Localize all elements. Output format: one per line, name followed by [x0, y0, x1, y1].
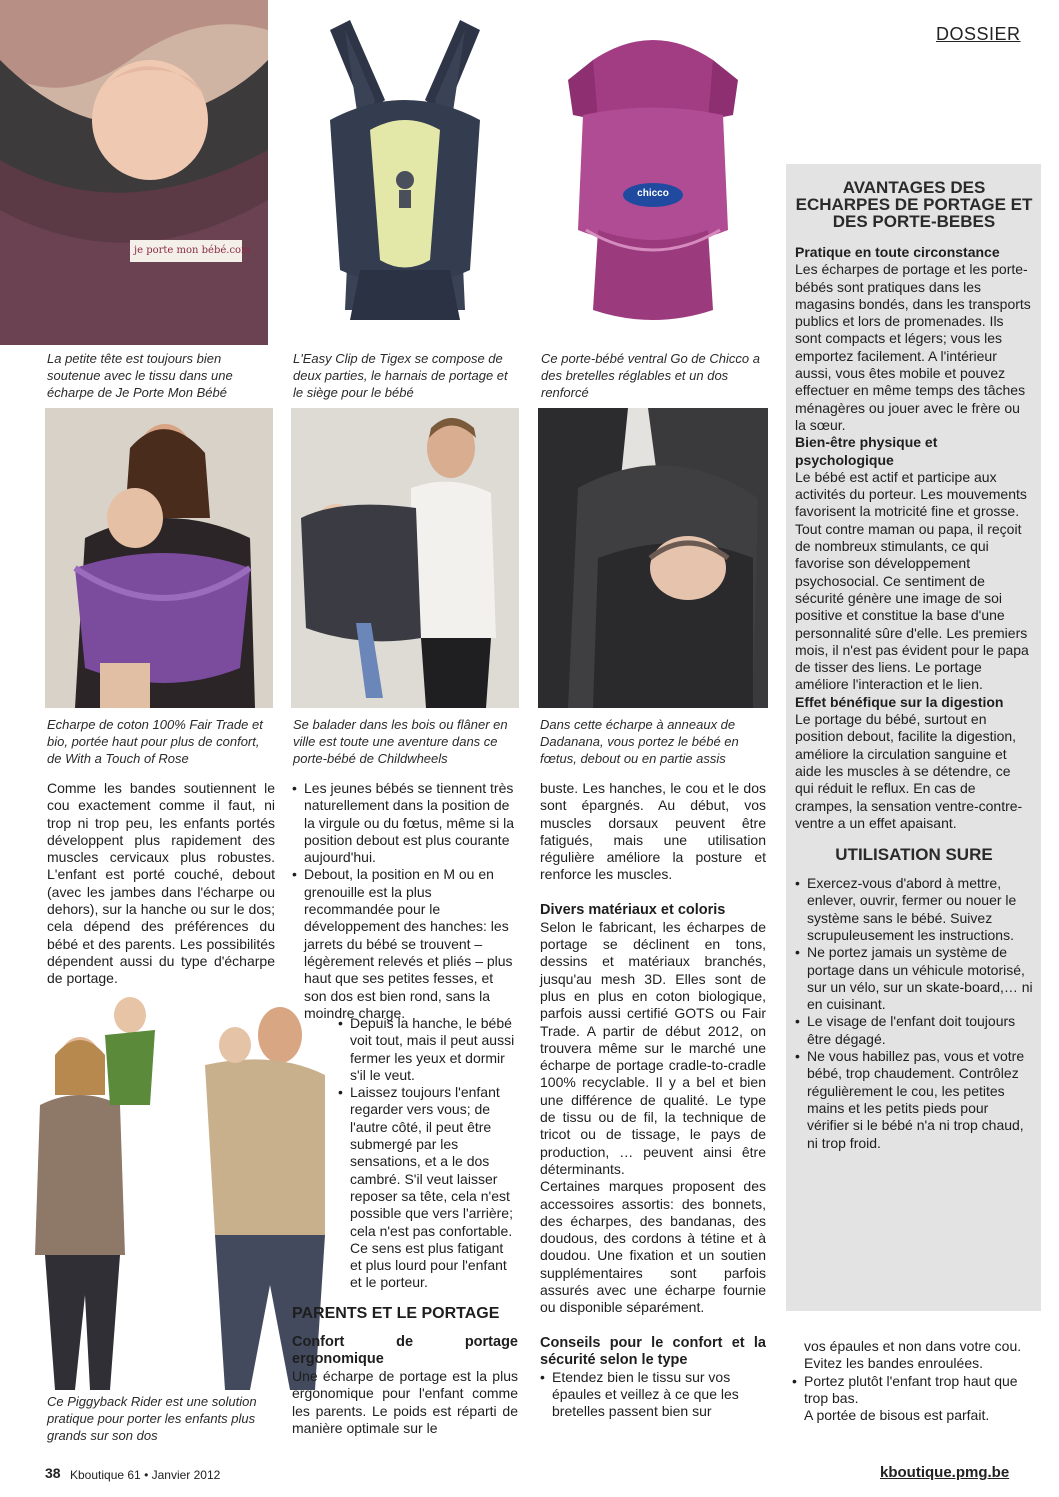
caption-chicco: Ce porte-bébé ventral Go de Chicco a des bretelles réglables et un dos renforcé — [541, 351, 760, 400]
bullet-item: • Les jeunes bébés se tiennent très naturellement dans la position de la virgule ou du fœtus, même si la position debout est plus courante aujourd'hui. — [292, 780, 518, 866]
article-column-1 — [47, 780, 275, 988]
wrap-photo-illustration — [0, 0, 268, 345]
sidebar-bullet: • Ne vous habillez pas, vous et votre bébé, trop chaudement. Contrôlez régulièrement le cou, les petites mains et les petits pieds pour vérifier si le bébé n'a ni trop chaud, ni trop froid. — [795, 1048, 1033, 1152]
bullet-item: • Debout, la position en M ou en grenouille est la plus recommandée pour le développement des hanches: les jarrets du bébé se trouvent – légèrement relevés et pliés – plus haut que ses petites fesses, et son dos est bien rond, sans la moindre charge. — [292, 866, 518, 1022]
heading-confort: Confort de portage ergonomique — [292, 1334, 518, 1367]
sidebar-heading: Pratique en toute circonstance — [795, 244, 1000, 260]
sidebar-title-2: UTILISATION SURE — [835, 845, 993, 865]
caption-childwheels: Se balader dans les bois ou flâner en ville est toute une aventure dans ce porte-bébé de Childwheels — [293, 717, 508, 766]
heading-parents: PARENTS ET LE PORTAGE — [292, 1305, 500, 1322]
wrap-brand-label: je porte mon bébé.com — [134, 245, 251, 256]
paragraph: Certaines marques proposent des accessoires assortis: des bonnets, des écharpes, des bandanas, des doudous, des cordons à tétine et à doudou. Une fixation et un soutien supplémentaires sont parfois assurés avec une écharpe fournie ou disponible séparément. — [540, 1178, 766, 1316]
paragraph: buste. Les hanches, le cou et le dos sont épargnés. Au début, vos muscles dorsaux peuvent être fatigués, mais une utilisation régulière améliore la posture et renforce les muscles. — [540, 780, 766, 883]
article-column-2-wrap — [338, 1015, 518, 1292]
photo-easy-clip — [290, 0, 520, 345]
sidebar-paragraph: Les écharpes de portage et les porte-bébés sont pratiques dans les magasins bondés, dans les transports publics et lors de promenades. Ils sont compacts et légers; vous les emportez facilement. A l'intérieur aussi, vous êtes mobile et pouvez effectuer en même temps des tâches ménagères ou jouer avec le frère ou la sœur. — [795, 261, 1031, 433]
heading-conseils: Conseils pour le confort et la sécurité selon le type — [540, 1334, 766, 1368]
paragraph: Selon le fabricant, les écharpes de portage se déclinent en tons, dessins et matériaux branchés, jusqu'au mesh 3D. Elles sont de plus en plus en coton biologique, parfois aussi certifié GOTS ou Fair Trade. A partir de début 2012, on trouvera même sur le marché une écharpe de portage cradle-to-cradle 100% recyclable. Il y a bel et bien une différence de qualité. Le type de tissu ou de fil, la technique de tricot ou de tissage, le pays de production, … peuvent ainsi être déterminants. — [540, 918, 766, 1177]
photo-purple-wrap — [45, 408, 273, 708]
bullet-item: • Laissez toujours l'enfant regarder vers vous; de l'autre côté, il peut être submergé par les sensations, et a le dos cambré. S'il veut laisser reposer sa tête, cela n'est possible que vers l'arrière; cela n'est pas confortable. Ce sens est plus fatigant et plus lourd pour l'enfant et le porteur. — [338, 1084, 518, 1292]
paragraph: Evitez les bandes enroulées. — [804, 1355, 983, 1372]
article-column-4-bottom — [792, 1338, 1022, 1424]
caption-piggyback: Ce Piggyback Rider est une solution pratique pour porter les enfants plus grands sur son dos — [47, 1394, 257, 1443]
bullet-item: • Portez plutôt l'enfant trop haut que trop bas. — [792, 1373, 1022, 1408]
page-number: 38 — [45, 1465, 61, 1481]
caption-easy-clip: L'Easy Clip de Tigex se compose de deux parties, le harnais de portage et le siège pour le bébé — [293, 351, 508, 400]
paragraph: Comme les bandes soutiennent le cou exactement comme il faut, ni trop ni trop peu, les enfants portés développent plus rapidement des muscles cervicaux plus robustes. L'enfant est porté couché, debout (avec les jambes dans l'écharpe ou dehors), sur la hanche ou sur le dos; cela dépend des préférences du bébé et des parents. Les possibilités dépendent aussi du type d'écharpe de portage. — [47, 780, 275, 987]
heading-divers: Divers matériaux et coloris — [540, 901, 726, 918]
paragraph: vos épaules et non dans votre cou. — [804, 1338, 1022, 1354]
bullet-item: • Etendez bien le tissu sur vos épaules et veillez à ce que les bretelles passent bien sur — [540, 1369, 766, 1421]
sidebar-heading: Effet bénéfique sur la digestion — [795, 693, 1004, 710]
magazine-issue: Kboutique 61 • Janvier 2012 — [70, 1468, 221, 1482]
dadanana-illustration — [538, 408, 768, 708]
chicco-logo: chicco — [637, 188, 669, 199]
photo-childwheels — [291, 408, 519, 708]
paragraph: Une écharpe de portage est la plus ergonomique pour l'enfant comme les parents. Le poids est réparti de manière optimale sur le — [292, 1368, 518, 1436]
photo-dadanana — [538, 408, 768, 708]
childwheels-illustration — [291, 408, 519, 708]
article-column-2-bottom — [292, 1305, 518, 1437]
caption-wrap: La petite tête est toujours bien soutenue avec le tissu dans une écharpe de Je Porte Mon Bébé — [47, 351, 233, 400]
sidebar-box — [786, 164, 1041, 1311]
sidebar-paragraph: Le bébé est actif et participe aux activités du porteur. Les mouvements favorisent la motricité fine et grosse. Tout contre maman ou papa, il reçoit de nombreux stimulants, ce qui favorise son développement psychosocial. Ce sentiment de sécurité génère une image de soi positive et constitue la base d'une personnalité sûre d'elle. Les premiers mois, il n'est pas évident pour le papa de tisser des liens. Le portage améliore l'interaction et le lien. — [795, 468, 1029, 693]
paragraph: A portée de bisous est parfait. — [804, 1407, 990, 1424]
bullet-item: • Depuis la hanche, le bébé voit tout, mais il peut aussi fermer les yeux et dormir s'il le veut. — [338, 1015, 518, 1084]
easy-clip-illustration — [290, 0, 520, 345]
sidebar-bullet: • Ne portez jamais un système de portage dans un véhicule motorisé, sur un vélo, sur un skate-board,… ni en cuisinant. — [795, 944, 1033, 1013]
caption-purple-wrap: Echarpe de coton 100% Fair Trade et bio, portée haut pour plus de confort, de With a Touch of Rose — [47, 717, 263, 766]
section-label: DOSSIER — [936, 24, 1021, 44]
photo-piggyback — [5, 995, 337, 1390]
purple-wrap-illustration — [45, 408, 273, 708]
website-link[interactable]: kboutique.pmg.be — [880, 1464, 1010, 1481]
sidebar-bullet: • Le visage de l'enfant doit toujours être dégagé. — [795, 1013, 1033, 1048]
chicco-illustration — [538, 0, 768, 345]
article-column-3 — [540, 780, 766, 1421]
piggyback-illustration — [5, 995, 337, 1390]
sidebar-title: AVANTAGES DES ECHARPES DE PORTAGE ET DES PORTE-BEBES — [795, 178, 1033, 231]
photo-baby-in-wrap — [0, 0, 268, 345]
sidebar-heading: Bien-être physique et psychologique — [795, 434, 938, 468]
article-column-2 — [292, 780, 518, 1022]
sidebar-bullet: • Exercez-vous d'abord à mettre, enlever, ouvrir, fermer ou nouer le système sans le bébé. Suivez scrupuleusement les instructions. — [795, 875, 1033, 944]
photo-chicco-go — [538, 0, 768, 345]
caption-dadanana: Dans cette écharpe à anneaux de Dadanana, vous portez le bébé en fœtus, debout ou en partie assis — [540, 717, 739, 766]
sidebar-paragraph: Le portage du bébé, surtout en position debout, facilite la digestion, améliore la circulation sanguine et aide les muscles à se détendre, ce qui réduit le reflux. En cas de crampes, la sensation ventre-contre-ventre a un effet apaisant. — [795, 711, 1023, 831]
